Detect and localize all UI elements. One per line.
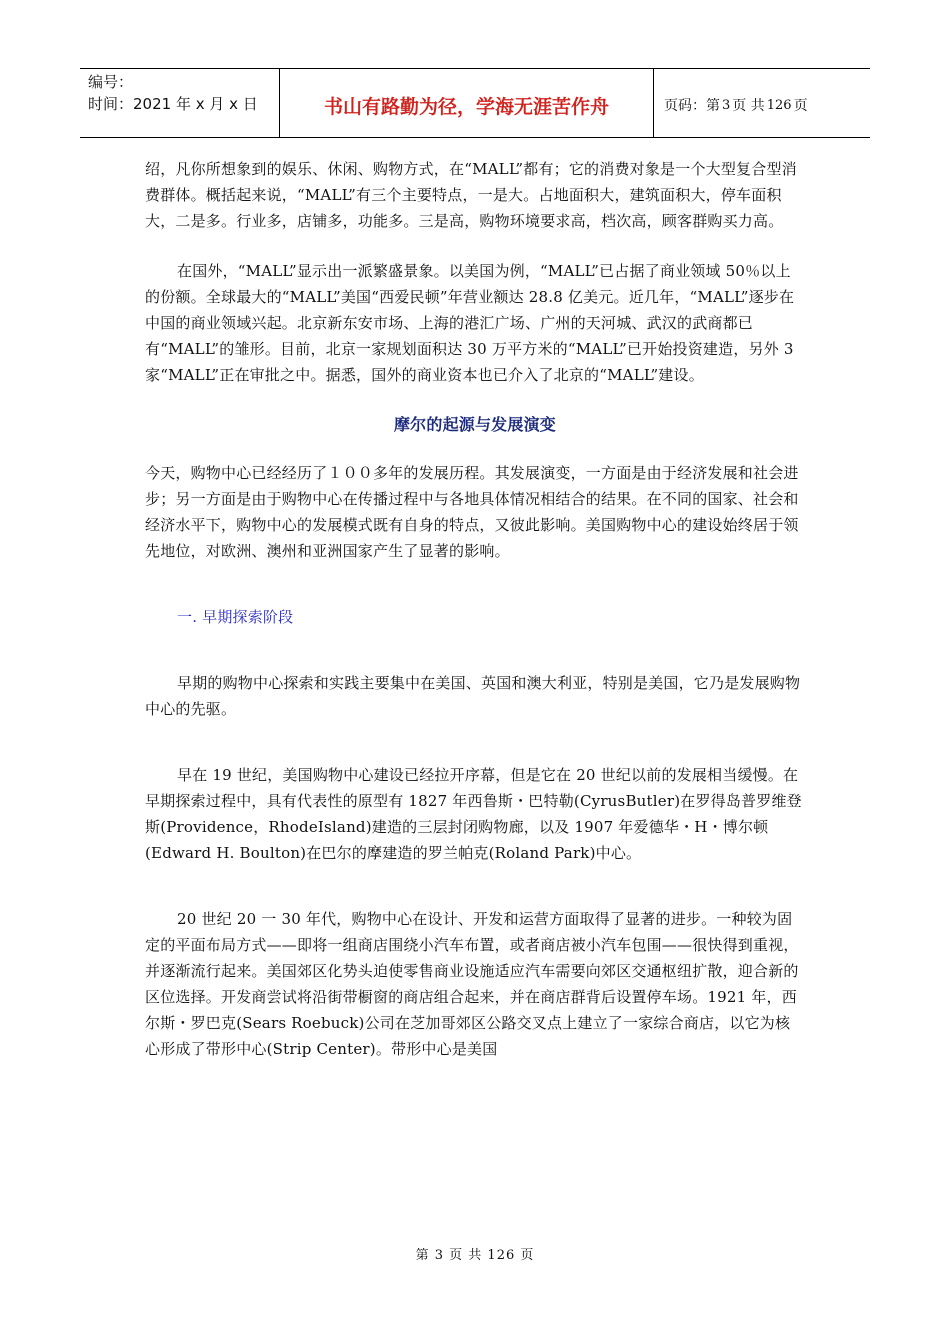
page-suffix: 页	[793, 98, 808, 114]
document-date: 时间：2021 年 x 月 x 日	[88, 95, 258, 113]
document-body	[145, 156, 805, 1086]
page-total: 126	[766, 97, 792, 113]
paragraph-history: 今天，购物中心已经经历了１００多年的发展历程。其发展演变，一方面是由于经济发展和社会进步；另一方面是由于购物中心在传播过程中与各地具体情况相结合的结果。在不同的国家、社会和经济水平下，购物中心的发展模式既有自身的特点，又彼此影响。美国购物中心的建设始终居于领先地位，对欧洲、澳州和亚洲国家产生了显著的影响。	[145, 464, 799, 560]
header-slogan: 书山有路勤为径，学海无涯苦作舟	[280, 69, 654, 137]
paragraph-19th-century: 早在 19 世纪，美国购物中心建设已经拉开序幕，但是它在 20 世纪以前的发展相当缓慢。在早期探索过程中，具有代表性的原型有 1827 年西鲁斯・巴特勒(CyrusButler)在罗得岛普罗维登斯(Providence，RhodeIsland)建造的三层封闭购物廊，以及 1907 年爱德华・H・博尔顿(Edward H. Boulton)在巴尔的摩建造的罗兰帕克(Roland Park)中心。	[145, 766, 802, 862]
page-prefix: 页码：第	[664, 98, 720, 114]
page-mid: 页 共	[732, 98, 765, 114]
paragraph-mall-features: 绍，凡你所想象到的娱乐、休闲、购物方式，在“MALL”都有；它的消费对象是一个大型复合型消费群体。概括起来说，“MALL”有三个主要特点，一是大。占地面积大，建筑面积大，停车面积大，二是多。行业多，店铺多，功能多。三是高，购物环境要求高，档次高，顾客群购买力高。	[145, 160, 797, 230]
subsection-title: 一. 早期探索阶段	[177, 608, 294, 626]
header-page-info	[654, 69, 870, 137]
paragraph-1920s-1930s: 20 世纪 20 一 30 年代，购物中心在设计、开发和运营方面取得了显著的进步。一种较为固定的平面布局方式——即将一组商店围绕小汽车布置，或者商店被小汽车包围——很快得到重视，并逐渐流行起来。美国郊区化势头迫使零售商业设施适应汽车需要向郊区交通枢纽扩散，迎合新的区位选择。开发商尝试将沿街带橱窗的商店组合起来，并在商店群背后设置停车场。1921 年，西尔斯・罗巴克(Sears Roebuck)公司在芝加哥郊区公路交叉点上建立了一家综合商店，以它为核心形成了带形中心(Strip Center)。带形中心是美国	[145, 910, 799, 1058]
page-header	[80, 68, 870, 138]
section-title: 摩尔的起源与发展演变	[393, 415, 556, 434]
page-footer: 第 3 页 共 126 页	[415, 1248, 535, 1263]
page-current: 3	[722, 97, 731, 113]
header-meta	[80, 69, 280, 137]
paragraph-mall-abroad: 在国外，“MALL”显示出一派繁盛景象。以美国为例，“MALL”已占据了商业领域 50％以上的份额。全球最大的“MALL”美国“西爱民顿”年营业额达 28.8 亿美元。近几年，“MALL”逐步在中国的商业领域兴起。北京新东安市场、上海的港汇广场、广州的天河城、武汉的武商都已有“MALL”的雏形。目前，北京一家规划面积达 30 万平方米的“MALL”已开始投资建造，另外 3 家“MALL”正在审批之中。据悉，国外的商业资本也已介入了北京的“MALL”建设。	[145, 262, 795, 384]
paragraph-early-exploration: 早期的购物中心探索和实践主要集中在美国、英国和澳大利亚，特别是美国，它乃是发展购物中心的先驱。	[145, 674, 801, 718]
document-number-label: 编号：	[88, 73, 134, 91]
